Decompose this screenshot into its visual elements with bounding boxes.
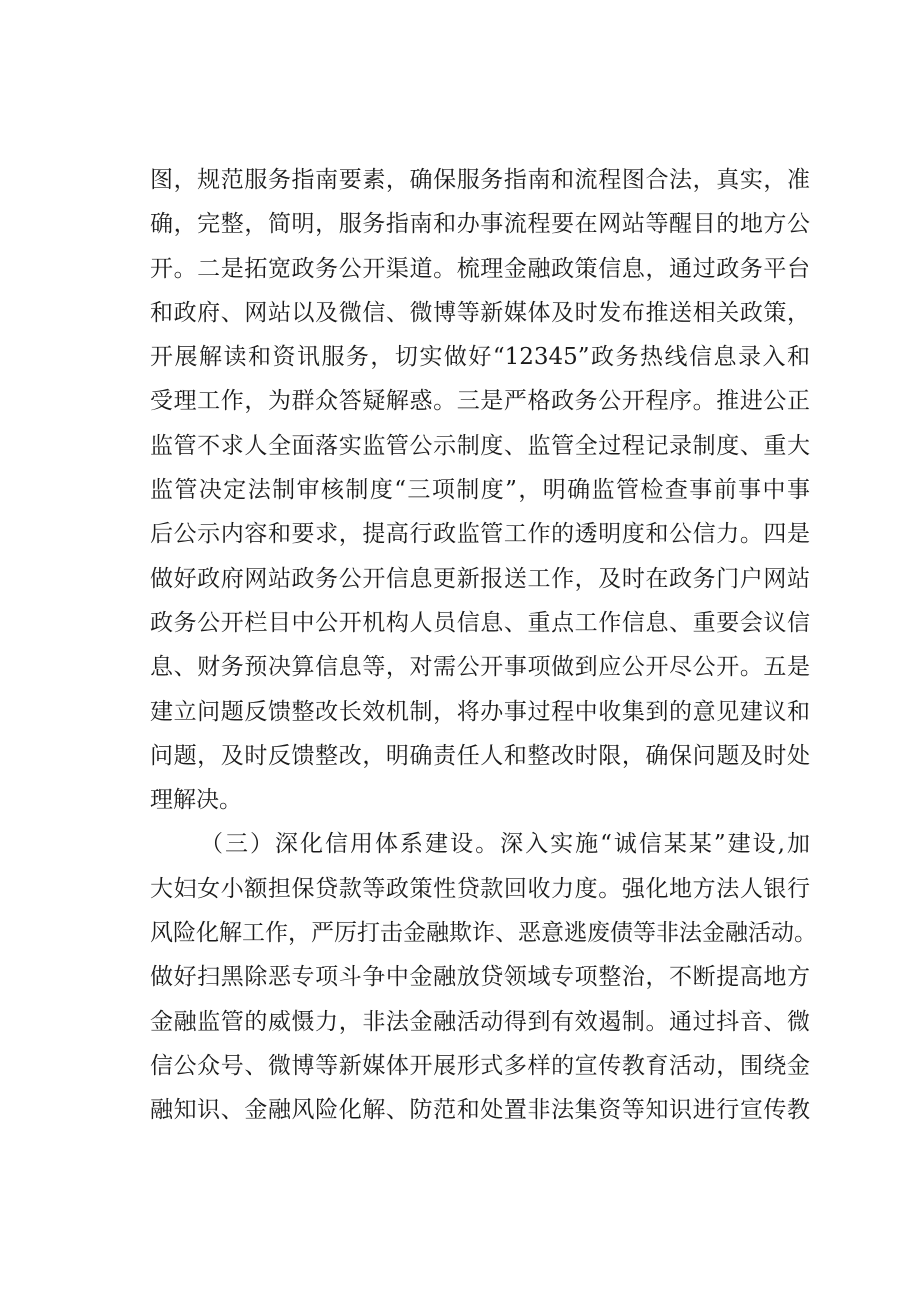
paragraph-2-line: 风险化解工作，严厉打击金融欺诈、恶意逃废债等非法金融活动。 xyxy=(150,920,817,947)
paragraph-2-line: 大妇女小额担保贷款等政策性贷款回收力度。强化地方法人银行 xyxy=(150,875,810,902)
paragraph-1-line: 监管不求人全面落实监管公示制度、监管全过程记录制度、重大 xyxy=(150,432,810,459)
paragraph-1-line: 监管决定法制审核制度“三项制度”，明确监管检查事前事中事 xyxy=(150,477,810,504)
paragraph-2-line: 金融监管的威慑力，非法金融活动得到有效遏制。通过抖音、微 xyxy=(150,1008,810,1035)
paragraph-1-line: 政务公开栏目中公开机构人员信息、重点工作信息、重要会议信 xyxy=(150,609,810,636)
paragraph-2-line: 做好扫黑除恶专项斗争中金融放贷领域专项整治，不断提高地方 xyxy=(150,964,810,991)
paragraph-1-line: 受理工作，为群众答疑解惑。三是严格政务公开程序。推进公正 xyxy=(150,388,810,415)
paragraph-2 xyxy=(150,822,817,1132)
document-body xyxy=(150,158,817,1133)
paragraph-1-line: 理解决。 xyxy=(150,787,242,814)
paragraph-1-line: 后公示内容和要求，提高行政监管工作的透明度和公信力。四是 xyxy=(150,521,810,548)
paragraph-1-line: 开。二是拓宽政务公开渠道。梳理金融政策信息，通过政务平台 xyxy=(150,255,810,282)
paragraph-1 xyxy=(150,158,810,822)
paragraph-1-line: 开展解读和资讯服务，切实做好“12345”政务热线信息录入和 xyxy=(150,344,810,371)
paragraph-1-line: 问题，及时反馈整改，明确责任人和整改时限，确保问题及时处 xyxy=(150,742,810,769)
paragraph-1-line: 息、财务预决算信息等，对需公开事项做到应公开尽公开。五是 xyxy=(150,654,810,681)
paragraph-2-heading-line: （三）深化信用体系建设。深入实施“诚信某某”建设,加 xyxy=(200,831,810,858)
paragraph-2-line: 信公众号、微博等新媒体开展形式多样的宣传教育活动，围绕金 xyxy=(150,1052,810,1079)
paragraph-1-line: 确，完整，简明，服务指南和办事流程要在网站等醒目的地方公 xyxy=(150,211,810,238)
paragraph-1-line: 做好政府网站政务公开信息更新报送工作，及时在政务门户网站 xyxy=(150,565,810,592)
paragraph-1-line: 图，规范服务指南要素，确保服务指南和流程图合法，真实，准 xyxy=(150,167,810,193)
paragraph-1-line: 建立问题反馈整改长效机制，将办事过程中收集到的意见建议和 xyxy=(150,698,810,725)
paragraph-2-line: 融知识、金融风险化解、防范和处置非法集资等知识进行宣传教 xyxy=(150,1097,810,1124)
paragraph-1-line: 和政府、网站以及微信、微博等新媒体及时发布推送相关政策， xyxy=(150,299,810,326)
